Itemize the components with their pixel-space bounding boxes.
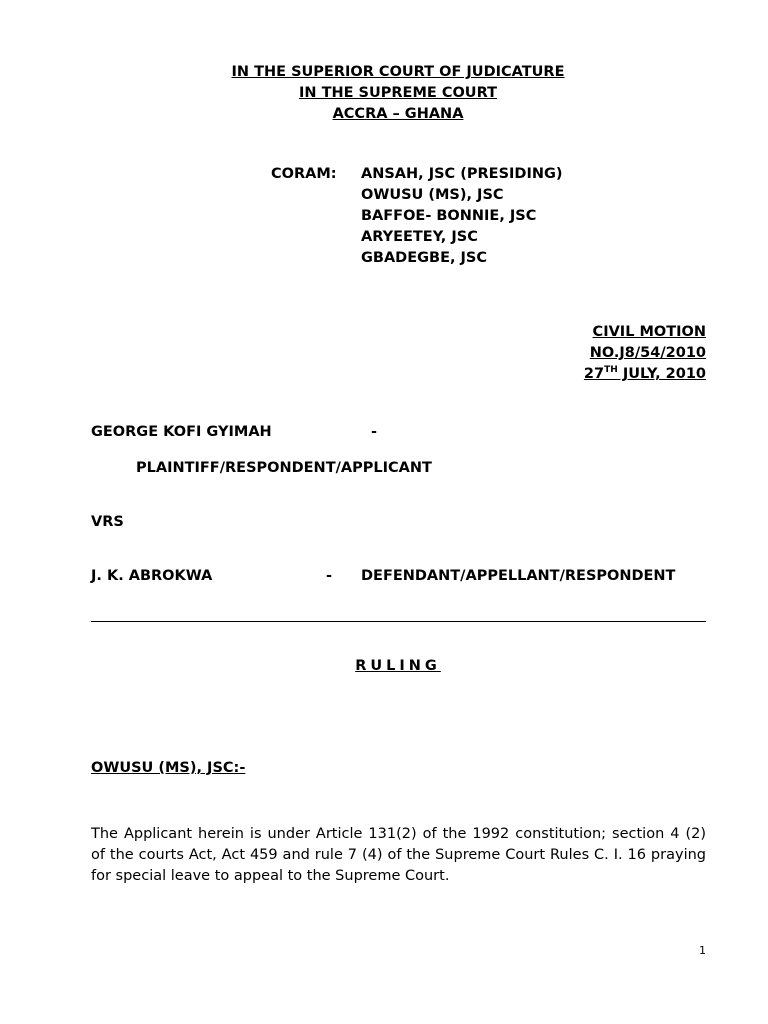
court-title-line1: IN THE SUPERIOR COURT OF JUDICATURE	[231, 64, 565, 80]
defendant-role: DEFENDANT/APPELLANT/RESPONDENT	[361, 568, 676, 584]
plaintiff-name: GEORGE KOFI GYIMAH	[91, 424, 272, 440]
ruling-paragraph: The Applicant herein is under Article 131(2) of the 1992 constitution; section 4 (2) of the courts Act, Act 459 and rule 7 (4) of the Supreme Court Rules C. I. 16 praying for special leave to appeal to the Supreme Court.	[91, 826, 706, 884]
case-date-rest: JULY, 2010	[617, 366, 706, 382]
defendant-name: J. K. ABROKWA	[91, 568, 213, 584]
page-number: 1	[699, 944, 706, 957]
defendant-dash: -	[326, 568, 333, 584]
coram-judge-3: BAFFOE- BONNIE, JSC	[361, 208, 537, 224]
section-divider	[91, 621, 706, 622]
coram-judge-2: OWUSU (MS), JSC	[361, 187, 504, 203]
plaintiff-dash: -	[371, 424, 378, 440]
case-date-suffix: TH	[604, 365, 618, 376]
coram-judge-1: ANSAH, JSC (PRESIDING)	[361, 166, 563, 182]
ruling-author: OWUSU (MS), JSC:-	[91, 760, 246, 776]
coram-judge-5: GBADEGBE, JSC	[361, 250, 488, 266]
coram-judge-4: ARYEETEY, JSC	[361, 229, 478, 245]
versus-label: VRS	[91, 514, 124, 530]
ruling-heading: RULING	[355, 658, 441, 674]
case-number: NO.J8/54/2010	[589, 345, 706, 361]
case-date	[400, 364, 706, 384]
case-type: CIVIL MOTION	[592, 324, 706, 340]
case-date-day: 27	[583, 366, 605, 382]
coram-label: CORAM:	[271, 166, 337, 182]
plaintiff-role: PLAINTIFF/RESPONDENT/APPLICANT	[136, 460, 432, 476]
court-title-line2: IN THE SUPREME COURT	[298, 85, 497, 101]
court-title-line3: ACCRA – GHANA	[332, 106, 464, 122]
